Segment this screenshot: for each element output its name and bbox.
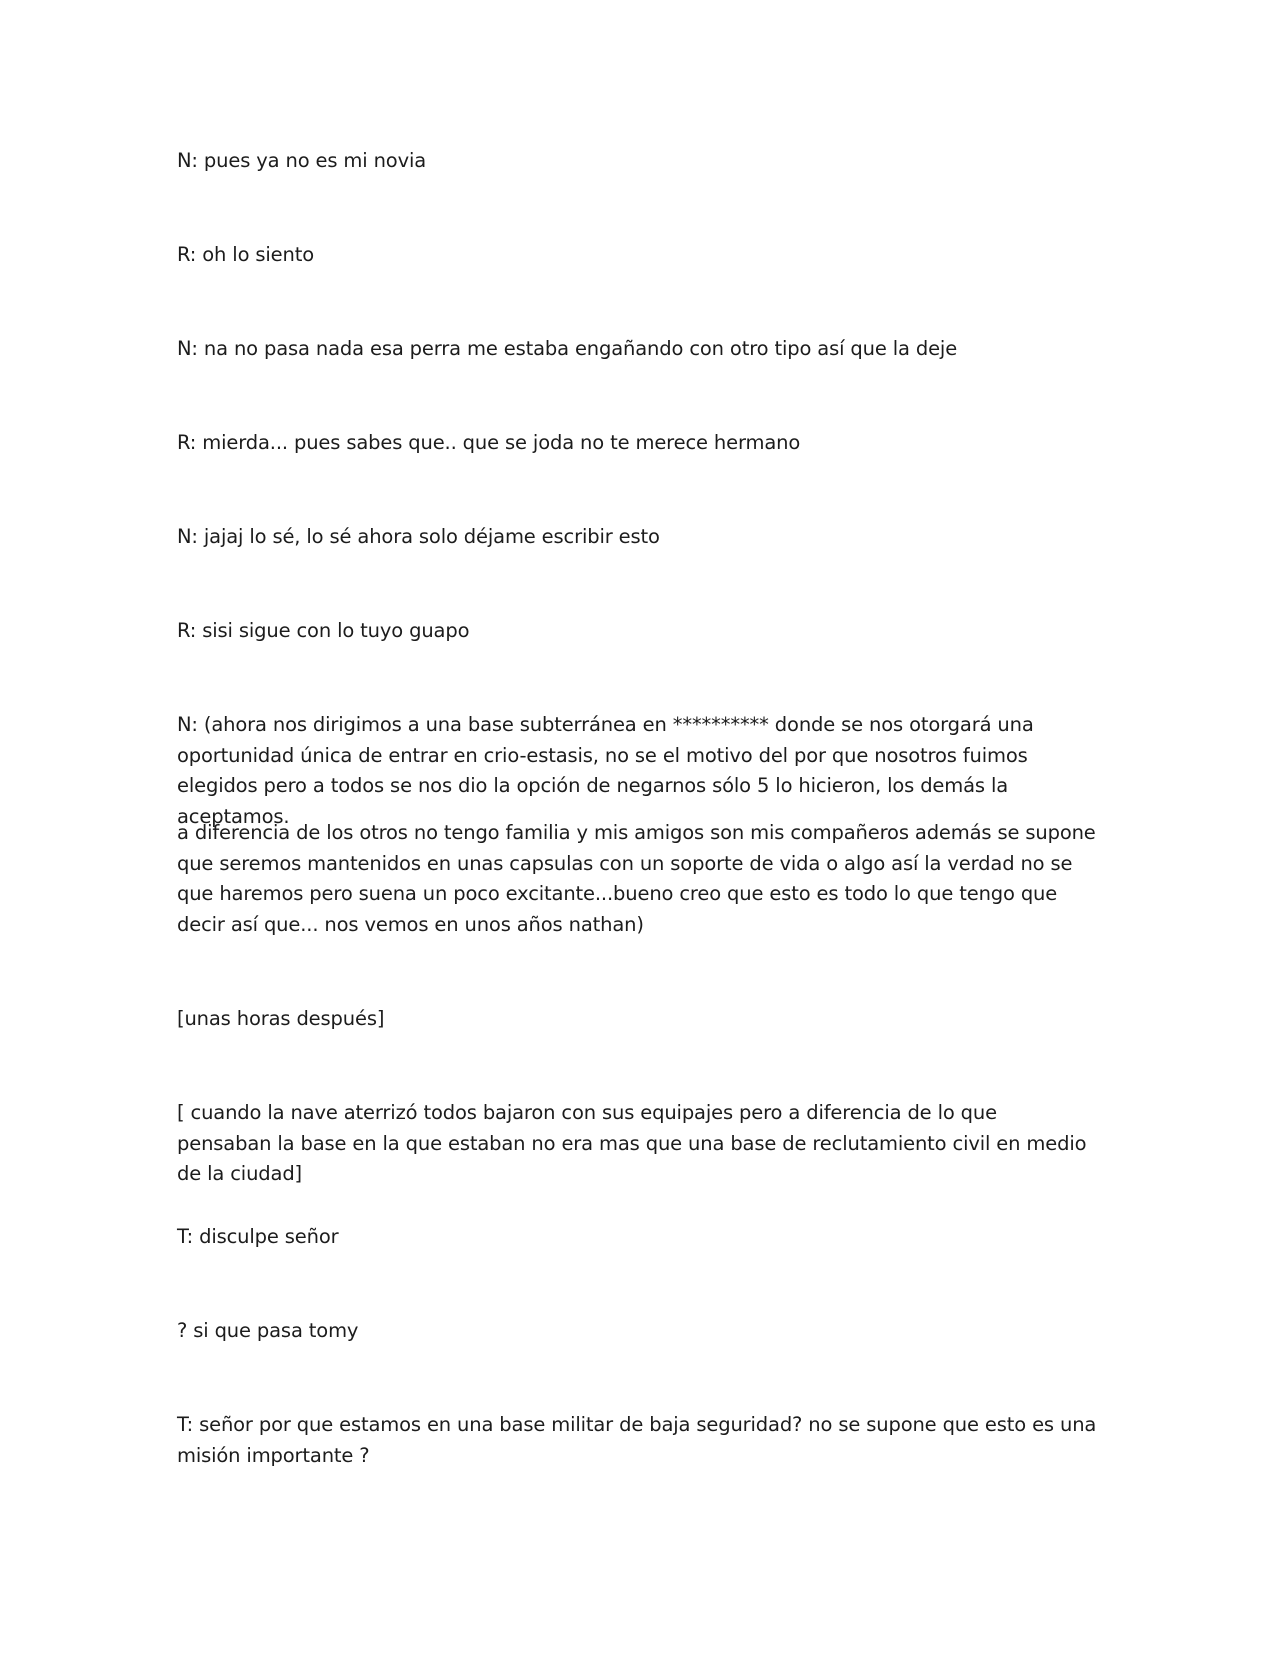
paragraph-8: a diferencia de los otros no tengo familia y mis amigos son mis compañeros además se supone que seremos mantenidos en unas capsulas con un soporte de vida o algo así la verdad no se que haremos pero suena un poco excitante...bueno creo que esto es todo lo que tengo que decir así que... nos vemos en unos años nathan) [177, 821, 1096, 936]
paragraph-13: T: señor por que estamos en una base militar de baja seguridad? no se supone que esto es una misión importante ? [177, 1413, 1097, 1467]
paragraph-1: N: pues ya no es mi novia [177, 149, 427, 172]
paragraph-12: ? si que pasa tomy [177, 1319, 359, 1342]
paragraph-9: [unas horas después] [177, 1007, 385, 1030]
paragraph-10: [ cuando la nave aterrizó todos bajaron con sus equipajes pero a diferencia de lo que pensaban la base en la que estaban no era mas que una base de reclutamiento civil en medio de la ciudad] [177, 1101, 1087, 1185]
paragraph-7: N: (ahora nos dirigimos a una base subterránea en ********** donde se nos otorgará una oportunidad única de entrar en crio-estasis, no se el motivo del por que nosotros fuimos elegidos pero a todos se nos dio la opción de negarnos sólo 5 lo hicieron, los demás la aceptamos. [177, 713, 1034, 828]
paragraph-11: T: disculpe señor [177, 1225, 339, 1248]
paragraph-5: N: jajaj lo sé, lo sé ahora solo déjame escribir esto [177, 525, 660, 548]
paragraph-3: N: na no pasa nada esa perra me estaba engañando con otro tipo así que la deje [177, 337, 958, 360]
paragraph-6: R: sisi sigue con lo tuyo guapo [177, 619, 470, 642]
paragraph-4: R: mierda... pues sabes que.. que se joda no te merece hermano [177, 431, 801, 454]
paragraph-2: R: oh lo siento [177, 243, 315, 266]
